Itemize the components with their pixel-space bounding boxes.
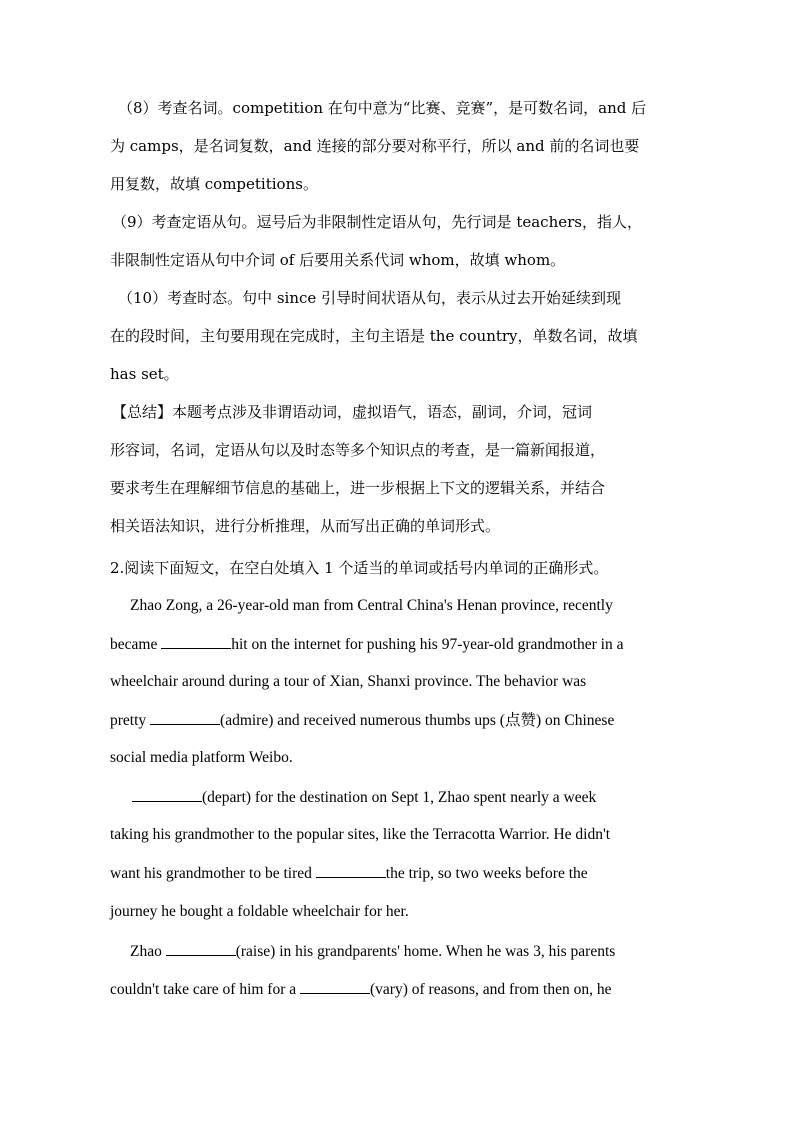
passage-p3-line-2: [110, 979, 686, 1000]
passage-p2-line-1: [132, 787, 686, 808]
passage-text: (depart) for the destination on Sept 1, Zhao spent nearly a week: [202, 789, 597, 806]
summary-line-4: 相关语法知识，进行分析推理，从而写出正确的单词形式。: [110, 517, 501, 535]
passage-text: couldn't take care of him for a: [110, 981, 297, 998]
explanation-8-line-1: （8）考查名词。competition 在句中意为“比赛、竞赛”，是可数名词，and 后: [118, 99, 647, 117]
passage-text: became: [110, 636, 158, 653]
passage-text: Zhao: [130, 943, 162, 960]
explanation-9-line-2: 非限制性定语从句中介词 of 后要用关系代词 whom，故填 whom。: [110, 251, 566, 269]
passage-p2-line-3: [110, 863, 686, 884]
passage-p2-line-4: journey he bought a foldable wheelchair for her.: [110, 903, 409, 920]
passage-p1-line-2: [110, 634, 686, 655]
summary-line-1: 【总结】本题考点涉及非谓语动词，虚拟语气，语态，副词，介词，冠词: [112, 403, 593, 421]
passage-text: (vary) of reasons, and from then on, he: [370, 981, 612, 998]
answer-blank[interactable]: [316, 863, 386, 878]
passage-p1-line-5: social media platform Weibo.: [110, 749, 293, 766]
summary-line-3: 要求考生在理解细节信息的基础上，进一步根据上下文的逻辑关系，并结合: [110, 479, 606, 497]
summary-line-2: 形容词，名词，定语从句以及时态等多个知识点的考查，是一篇新闻报道，: [110, 441, 606, 459]
passage-p1-line-1: Zhao Zong, a 26-year-old man from Central China's Henan province, recently: [130, 597, 613, 614]
answer-blank[interactable]: [132, 787, 202, 802]
passage-text: (admire) and received numerous thumbs ups (点赞) on Chinese: [220, 712, 615, 729]
explanation-10-line-2: 在的段时间，主句要用现在完成时，主句主语是 the country，单数名词，故填: [110, 327, 638, 345]
answer-blank[interactable]: [300, 979, 370, 994]
explanation-9-line-1: （9）考查定语从句。逗号后为非限制性定语从句，先行词是 teachers，指人，: [112, 213, 642, 231]
explanation-10-line-1: （10）考查时态。句中 since 引导时间状语从句，表示从过去开始延续到现: [118, 289, 622, 307]
passage-text: hit on the internet for pushing his 97-year-old grandmother in a: [231, 636, 624, 653]
passage-p1-line-4: [110, 710, 686, 731]
passage-p3-line-1: [130, 941, 686, 962]
passage-text: want his grandmother to be tired: [110, 865, 312, 882]
passage-text: (raise) in his grandparents' home. When he was 3, his parents: [235, 943, 616, 960]
answer-blank[interactable]: [150, 710, 220, 725]
explanation-8-line-2: 为 camps，是名词复数，and 连接的部分要对称平行，所以 and 前的名词也要: [110, 137, 640, 155]
answer-blank[interactable]: [161, 634, 231, 649]
question-title: 2.阅读下面短文，在空白处填入 1 个适当的单词或括号内单词的正确形式。: [110, 559, 609, 577]
explanation-8-line-3: 用复数，故填 competitions。: [110, 175, 318, 193]
passage-text: the trip, so two weeks before the: [385, 865, 588, 882]
passage-p2-line-2: taking his grandmother to the popular sites, like the Terracotta Warrior. He didn't: [110, 826, 611, 843]
passage-p1-line-3: wheelchair around during a tour of Xian, Shanxi province. The behavior was: [110, 673, 587, 690]
explanation-10-line-3: has set。: [110, 365, 179, 383]
passage-text: pretty: [110, 712, 147, 729]
answer-blank[interactable]: [166, 941, 236, 956]
